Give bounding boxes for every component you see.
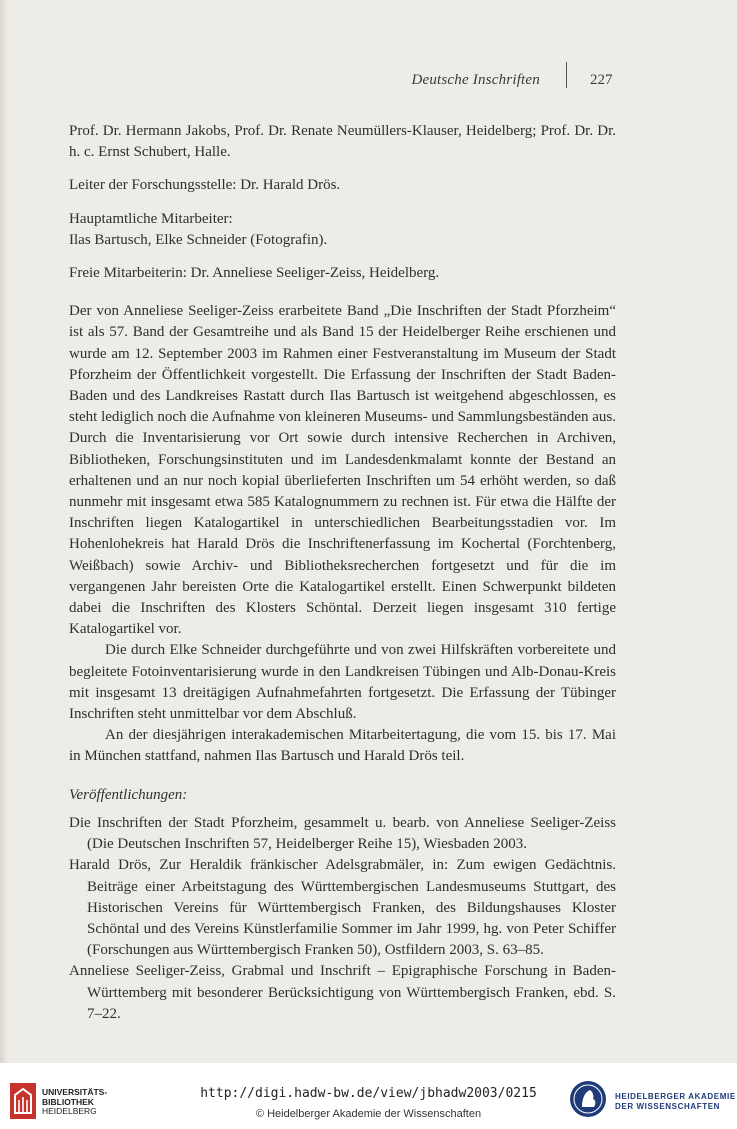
- paragraph-freelance: Freie Mitarbeiterin: Dr. Anneliese Seeliger-Zeiss, Heidelberg.: [69, 265, 440, 282]
- page-number: 227: [590, 72, 613, 88]
- viewer-footer: [0, 1063, 737, 1129]
- paragraph-staff-heading: Hauptamtliche Mitarbeiter:: [69, 210, 233, 227]
- page-body: [69, 121, 616, 1025]
- publication-item: Die Inschriften der Stadt Pforzheim, gesammelt u. bearb. von Anneliese Seeliger-Zeiss (Die Deutschen Inschriften 57, Heidelberger Reihe 15), Wiesbaden 2003.: [69, 814, 616, 853]
- publication-item: Harald Drös, Zur Heraldik fränkischer Adelsgrabmäler, in: Zum ewigen Gedächtnis. Beiträge einer Arbeitstagung des Württembergischen Landesmuseums Stuttgart, des Historischen Vereins für Württembergisch Franken, des Bildungshauses Kloster Schöntal und des Vereins Künstlerfamilie Sommer im Jahr 1999, hg. von Peter Schiffer (Forschungen aus Württembergisch Franken 50), Ostfildern 2003, S. 63–85.: [69, 857, 616, 959]
- header-divider: [566, 62, 567, 88]
- running-title: Deutsche Inschriften: [411, 72, 540, 88]
- academy-name: [615, 1092, 736, 1112]
- academy-line-2: DER WISSENSCHAFTEN: [615, 1102, 721, 1111]
- academy-seal-icon[interactable]: [569, 1080, 607, 1118]
- paragraph-conference: An der diesjährigen interakademischen Mitarbeitertagung, die vom 15. bis 17. Mai in München stattfand, nahmen Ilas Bartusch und Harald Drös teil.: [69, 727, 616, 765]
- page-edge-shadow: [0, 0, 8, 1063]
- publication-item: Anneliese Seeliger-Zeiss, Grabmal und Inschrift – Epigraphische Forschung in Baden-Württemberg mit besonderer Berücksichtigung von Württembergisch Franken, ebd. S. 7–22.: [69, 963, 616, 1022]
- paragraph-board-members: Prof. Dr. Hermann Jakobs, Prof. Dr. Renate Neumüllers-Klauser, Heidelberg; Prof. Dr. Dr. h. c. Ernst Schubert, Halle.: [69, 123, 616, 161]
- academy-line-1: HEIDELBERGER AKADEMIE: [615, 1092, 736, 1101]
- paragraph-head-of-unit: Leiter der Forschungsstelle: Dr. Harald Drös.: [69, 177, 341, 194]
- copyright-notice: © Heidelberger Akademie der Wissenschaften: [255, 1108, 482, 1120]
- ub-line-2: BIBLIOTHEK: [42, 1096, 94, 1107]
- paragraph-photo: Die durch Elke Schneider durchgeführte und von zwei Hilfskräften vorbereitete und begleitete Fotoinventarisierung wurde in den Landkreisen Tübingen und Alb-Donau-Kreis mit insgesamt 13 dreitägigen Aufnahmefahrten fortgesetzt. Die Erfassung der Tübinger Inschriften steht unmittelbar vor dem Abschluß.: [69, 642, 616, 723]
- publications-heading: Veröffentlichungen:: [69, 786, 188, 803]
- ub-line-3: HEIDELBERG: [42, 1106, 97, 1116]
- paragraph-report: Der von Anneliese Seeliger-Zeiss erarbeitete Band „Die Inschriften der Stadt Pforzheim“ ist als 57. Band der Gesamtreihe und als Band 15 der Heidelberger Reihe erschienen und wurde am 12. September 2003 im Rahmen einer Festveranstaltung im Museum der Stadt Pforzheim der Öffentlichkeit vorgestellt. Die Erfassung der Inschriften der Stadt Baden-Baden und des Landkreises Rastatt durch Ilas Bartusch ist weitgehend abgeschlossen, es steht lediglich noch die Aufnahme von kleineren Museums- und Sammlungsbeständen aus. Durch die Inventarisierung vor Ort sowie durch intensive Recherchen in Archiven, Bibliotheken, Forschungsinstituten und im Landesdenkmalamt konnte der Bestand an erhaltenen und an nur noch kopial überlieferten Inschriften um 54 erhöht werden, so daß nunmehr mit insgesamt etwa 585 Katalognummern zu rechnen ist. Für etwa die Hälfte der Inschriften liegen Katalogartikel in unterschiedlichen Bearbeitungsstadien vor. Im Hohenlohekreis hat Harald Drös die Inschriftenerfassung im Kochertal (Forchtenberg, Weißbach) sowie Archiv- und Bibliotheksrecherchen fortgesetzt und für die im vergangenen Jahr bereisten Orte die Katalogartikel erstellt. Einen Schwerpunkt bildeten dabei die Inschriften des Klosters Schöntal. Derzeit liegen insgesamt 310 fertige Katalogartikel vor.: [69, 303, 616, 638]
- ub-line-1: UNIVERSITÄTS-: [42, 1087, 108, 1097]
- page-header: [0, 60, 737, 90]
- permalink-url[interactable]: http://digi.hadw-bw.de/view/jbhadw2003/0215: [200, 1086, 537, 1101]
- paragraph-staff-names: Ilas Bartusch, Elke Schneider (Fotografin).: [69, 231, 328, 248]
